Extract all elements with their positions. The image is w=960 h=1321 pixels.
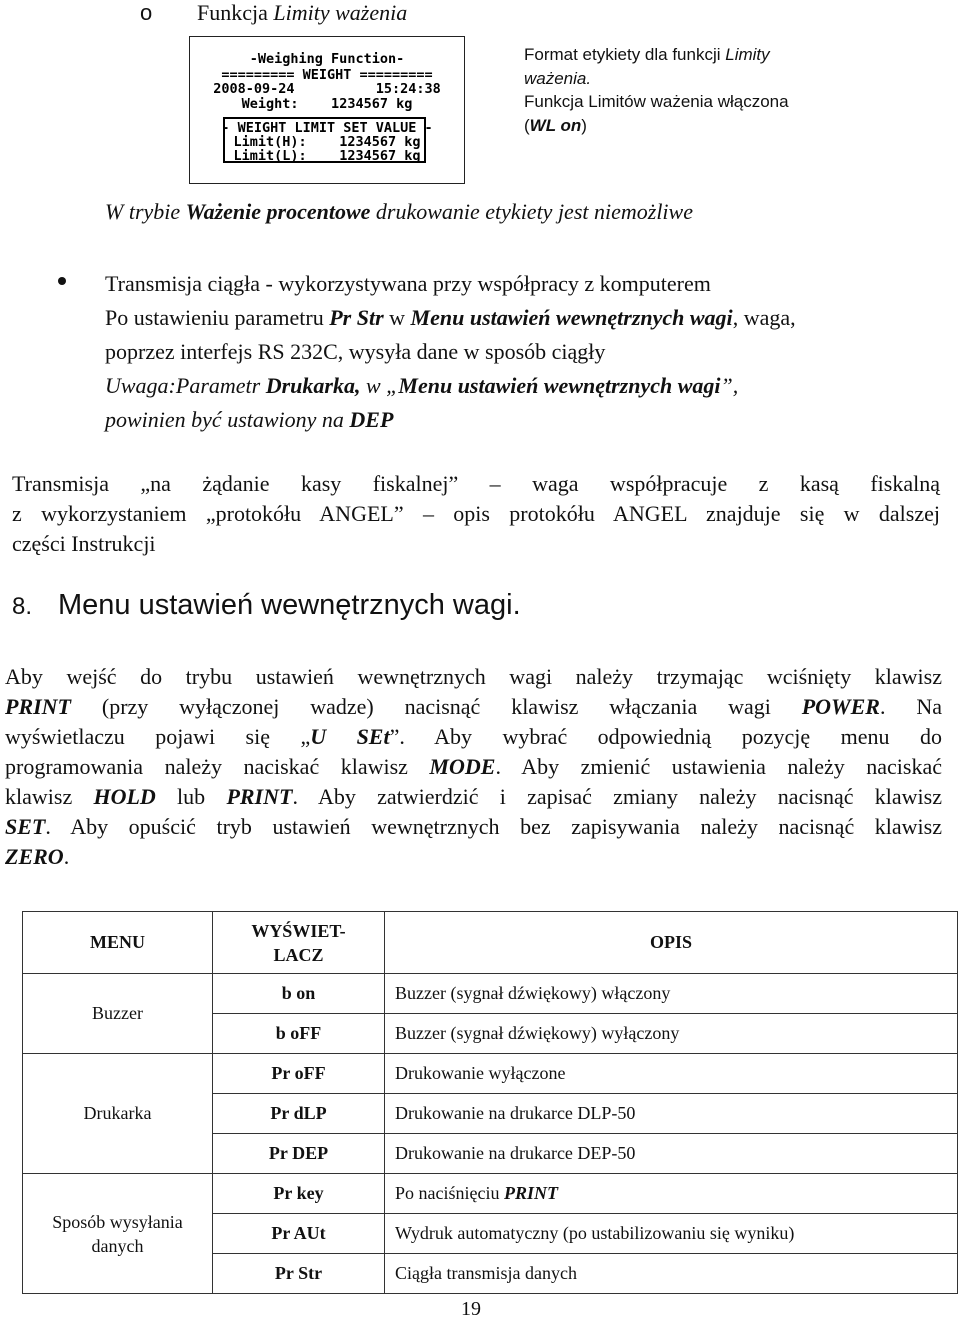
- continuous-transmission: [105, 267, 796, 437]
- caption-line: ważenia.: [524, 68, 592, 88]
- desc-cell: Drukowanie wyłączone: [385, 1054, 958, 1094]
- paragraph-line: Aby wejść do trybu ustawień wewnętrznych wagi należy trzymając wciśnięty klawisz: [5, 664, 942, 689]
- header-display-1: WYŚWIET-: [251, 920, 346, 941]
- value-name: DEP: [349, 407, 394, 432]
- text: .: [63, 844, 70, 869]
- receipt-line: Weight: 1234567 kg: [241, 96, 413, 112]
- paragraph-line: [5, 812, 942, 842]
- percent-note: [105, 199, 693, 225]
- section-heading: [12, 589, 521, 622]
- key-name: PRINT: [503, 1183, 558, 1203]
- display-cell: Pr key: [213, 1174, 385, 1214]
- menu-cell: Buzzer: [23, 974, 213, 1054]
- text: Uwaga:Parametr: [105, 373, 266, 398]
- text: . Aby opuścić tryb ustawień wewnętrznych bez zapisywania należy nacisnąć klawisz: [45, 814, 942, 839]
- header-menu: MENU: [23, 912, 213, 974]
- bullet-line: [105, 301, 796, 335]
- paragraph-line: [5, 842, 942, 872]
- caption-text: Format etykiety dla funkcji: [524, 45, 721, 64]
- section-number: 8.: [12, 593, 33, 620]
- display-cell: Pr DEP: [213, 1134, 385, 1174]
- paragraph-line: [5, 752, 942, 782]
- caption-text: (: [524, 115, 530, 135]
- caption-line: [524, 43, 789, 67]
- caption-bold: WL on: [529, 115, 582, 135]
- text: lub: [155, 784, 227, 809]
- desc-cell: Buzzer (sygnał dźwiękowy) wyłączony: [385, 1014, 958, 1054]
- label-preview: [189, 36, 465, 184]
- menu-name: Menu ustawień wewnętrznych wagi: [398, 373, 721, 398]
- menu-cell: Drukarka: [23, 1054, 213, 1174]
- text: ”,: [720, 373, 739, 398]
- bullet-note: [105, 403, 796, 437]
- table-row: [23, 974, 958, 1014]
- text: Po ustawieniu parametru: [105, 305, 330, 330]
- caption-line: [524, 114, 789, 138]
- desc-text: Po naciśnięciu: [395, 1183, 504, 1203]
- note-text: drukowanie etykiety jest niemożliwe: [370, 199, 693, 224]
- desc-cell: Drukowanie na drukarce DLP-50: [385, 1094, 958, 1134]
- text: . Na: [879, 694, 942, 719]
- table-row: [23, 1174, 958, 1214]
- menu-cell: [23, 1174, 213, 1294]
- text: , waga,: [732, 305, 796, 330]
- desc-cell: Wydruk automatyczny (po ustabilizowaniu się wyniku): [385, 1214, 958, 1254]
- key-name: HOLD: [93, 784, 156, 809]
- key-name: PRINT: [5, 694, 71, 719]
- display-cell: b oFF: [213, 1014, 385, 1054]
- desc-cell: [385, 1174, 958, 1214]
- paragraph-line: Transmisja „na żądanie kasy fiskalnej” – waga współpracuje z kasą fiskalną: [12, 471, 940, 496]
- header-display-2: LACZ: [273, 944, 324, 965]
- key-name: POWER: [801, 694, 880, 719]
- text: klawisz: [5, 784, 94, 809]
- menu-table: [22, 911, 958, 1294]
- bullet-line: poprzez interfejs RS 232C, wysyła dane w sposób ciągły: [105, 339, 606, 364]
- receipt-line: - WEIGHT LIMIT SET VALUE -: [221, 120, 433, 136]
- bullet-icon: [58, 277, 66, 285]
- display-cell: Pr AUt: [213, 1214, 385, 1254]
- paragraph-line: [5, 692, 942, 722]
- subsection-title: [197, 0, 407, 26]
- display-cell: Pr oFF: [213, 1054, 385, 1094]
- key-name: ZERO: [5, 844, 64, 869]
- display-cell: b on: [213, 974, 385, 1014]
- text: programowania należy naciskać klawisz: [5, 754, 430, 779]
- key-name: MODE: [429, 754, 496, 779]
- section-title: Menu ustawień wewnętrznych wagi.: [58, 589, 521, 621]
- receipt-line: ========= WEIGHT =========: [221, 67, 433, 83]
- table-header-row: [23, 912, 958, 974]
- bullet-line: Transmisja ciągła - wykorzystywana przy współpracy z komputerem: [105, 271, 711, 296]
- header-desc: OPIS: [385, 912, 958, 974]
- table-row: [23, 1054, 958, 1094]
- param-name: Drukarka,: [265, 373, 361, 398]
- display-cell: Pr dLP: [213, 1094, 385, 1134]
- display-cell: Pr Str: [213, 1254, 385, 1294]
- subsection-title-italic: Limity ważenia: [273, 0, 408, 25]
- text: w: [383, 305, 411, 330]
- desc-cell: Drukowanie na drukarce DEP-50: [385, 1134, 958, 1174]
- param-name: Pr Str: [329, 305, 384, 330]
- header-display: [213, 912, 385, 974]
- menu-intro-paragraph: [5, 662, 942, 872]
- display-name: U SEt: [310, 724, 390, 749]
- key-name: PRINT: [226, 784, 293, 809]
- sub-bullet-marker: o: [140, 0, 153, 25]
- fiscal-paragraph: [12, 469, 940, 559]
- caption-text: ): [581, 115, 587, 135]
- bullet-note: [105, 369, 796, 403]
- receipt-line: -Weighing Function-: [249, 51, 405, 67]
- paragraph-line: z wykorzystaniem „protokółu ANGEL” – opis protokółu ANGEL znajduje się w dalszej: [12, 501, 940, 526]
- text: . Aby zatwierdzić i zapisać zmiany należy nacisnąć klawisz: [292, 784, 942, 809]
- paragraph-line: [5, 782, 942, 812]
- text: (przy wyłączonej wadze) nacisnąć klawisz włączania wagi: [71, 694, 802, 719]
- receipt-line: Limit(H): 1234567 kg: [233, 134, 421, 150]
- caption-italic: Limity: [725, 45, 770, 64]
- paragraph-line: [5, 722, 942, 752]
- text: wyświetlaczu pojawi się „: [5, 724, 311, 749]
- paragraph-line: części Instrukcji: [12, 531, 156, 556]
- text: . Aby zmienić ustawienia należy naciskać: [495, 754, 942, 779]
- caption-line: Funkcja Limitów ważenia włączona: [524, 92, 789, 111]
- text: w „: [360, 373, 399, 398]
- desc-cell: Ciągła transmisja danych: [385, 1254, 958, 1294]
- menu-cell-line: danych: [91, 1235, 144, 1256]
- desc-cell: Buzzer (sygnał dźwiękowy) włączony: [385, 974, 958, 1014]
- page-number: 19: [461, 1298, 481, 1320]
- subsection-title-prefix: Funkcja: [197, 0, 268, 25]
- menu-cell-line: Sposób wysyłania: [52, 1211, 183, 1232]
- receipt-line: Limit(L): 1234567 kg: [233, 148, 421, 164]
- text: powinien być ustawiony na: [105, 407, 350, 432]
- menu-name: Menu ustawień wewnętrznych wagi: [410, 305, 733, 330]
- key-name: SET: [5, 814, 46, 839]
- text: ”. Aby wybrać odpowiednią pozycję menu do: [389, 724, 942, 749]
- label-caption: [524, 43, 789, 137]
- note-text: W trybie: [105, 199, 186, 224]
- note-bold: Ważenie procentowe: [185, 199, 371, 224]
- receipt-line: 2008-09-24 15:24:38: [213, 81, 441, 97]
